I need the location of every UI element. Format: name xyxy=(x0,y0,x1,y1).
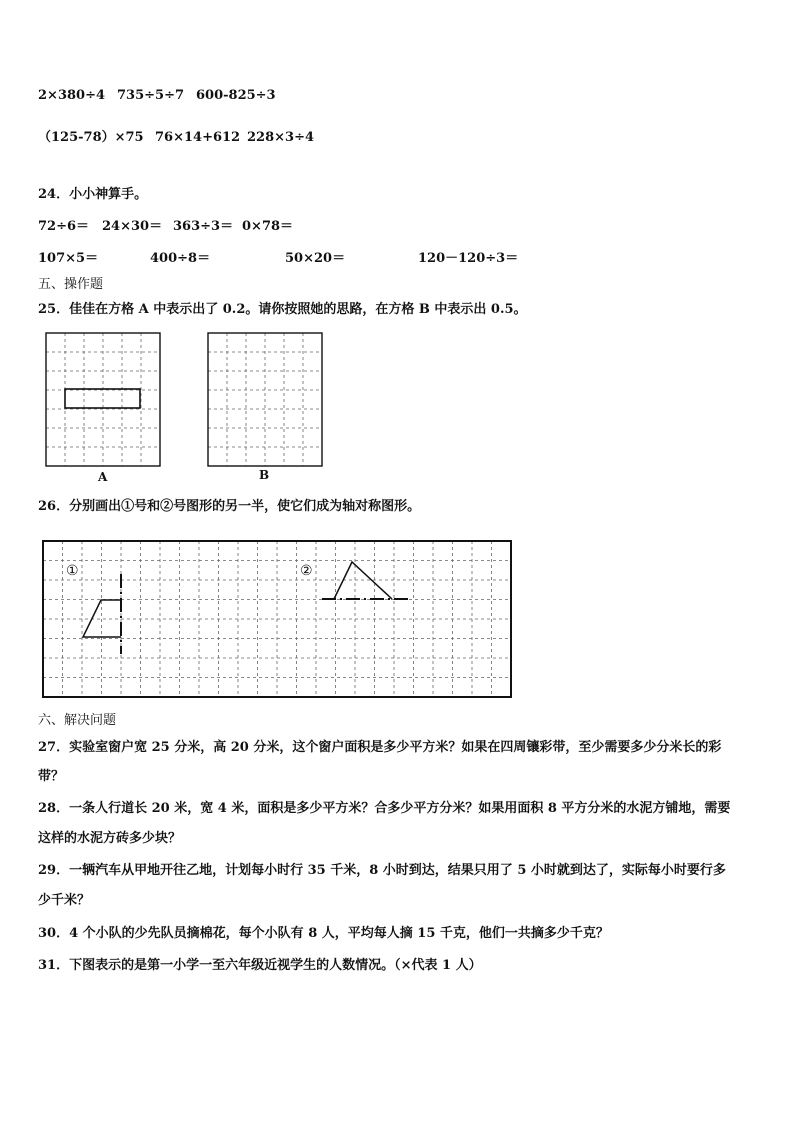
figure-1-mark: ① xyxy=(66,563,79,579)
mental-math-item: 24×30＝ xyxy=(102,219,163,234)
question-29-line2: 少千米？ xyxy=(38,893,91,908)
question-28-line1: 28．一条人行道长 20 米，宽 4 米，面积是多少平方米？合多少平方分米？如果用面积 8 平方分米的水泥方铺地，需要 xyxy=(38,801,731,816)
grid-b-label: B xyxy=(259,468,270,482)
calc-expression: 735÷5÷7 xyxy=(117,88,185,103)
mental-math-item: 120－120÷3＝ xyxy=(418,251,519,266)
calc-expression: 228×3÷4 xyxy=(247,130,315,145)
question-25-text: 25．佳佳在方格 A 中表示出了 0.2。请你按照她的思路，在方格 B 中表示出 0.5。 xyxy=(38,302,527,317)
grid-border xyxy=(208,333,322,466)
grid-q26 xyxy=(43,541,511,697)
question-29-line1: 29．一辆汽车从甲地开往乙地，计划每小时行 35 千米，8 小时到达，结果只用了 5 小时就到达了，实际每小时要行多 xyxy=(38,863,726,878)
figure-2-mark: ② xyxy=(300,563,313,579)
calc-expression: （125-78）×75 xyxy=(38,130,144,145)
section-heading-5: 五、操作题 xyxy=(38,277,104,292)
mental-math-item: 72÷6＝ xyxy=(38,219,90,234)
question-27-line2: 带？ xyxy=(38,769,65,784)
grid-border xyxy=(46,333,160,466)
mental-math-item: 107×5＝ xyxy=(38,251,99,266)
grid-a-shaded-rectangle xyxy=(65,389,140,408)
mental-math-item: 363÷3＝ xyxy=(173,219,234,234)
question-31-text: 31．下图表示的是第一小学一至六年级近视学生的人数情况。（×代表 1 人） xyxy=(38,958,482,973)
mental-math-item: 400÷8＝ xyxy=(150,251,211,266)
grid-a-label: A xyxy=(98,470,108,484)
figure-1-half xyxy=(83,600,121,637)
mental-math-item: 50×20＝ xyxy=(285,251,346,266)
figure-2-half xyxy=(334,562,392,599)
question-27-line1: 27．实验室窗户宽 25 分米，高 20 分米，这个窗户面积是多少平方米？如果在四周镶彩带，至少需要多少分米长的彩 xyxy=(38,740,722,755)
grid-b xyxy=(208,333,322,466)
calc-expression: 600-825÷3 xyxy=(196,88,276,103)
calc-expression: 76×14+612 xyxy=(155,130,241,145)
grid-a xyxy=(46,333,160,466)
mental-math-item: 0×78＝ xyxy=(242,219,294,234)
question-24-title: 24．小小神算手。 xyxy=(38,187,148,202)
question-26-text: 26．分别画出①号和②号图形的另一半，使它们成为轴对称图形。 xyxy=(38,499,421,514)
question-28-line2: 这样的水泥方砖多少块？ xyxy=(38,831,182,846)
section-heading-6: 六、解决问题 xyxy=(38,713,117,728)
question-30-text: 30．4 个小队的少先队员摘棉花，每个小队有 8 人，平均每人摘 15 千克，他们一共摘多少千克？ xyxy=(38,926,609,941)
calc-expression: 2×380÷4 xyxy=(38,88,106,103)
grid-border xyxy=(43,541,511,697)
